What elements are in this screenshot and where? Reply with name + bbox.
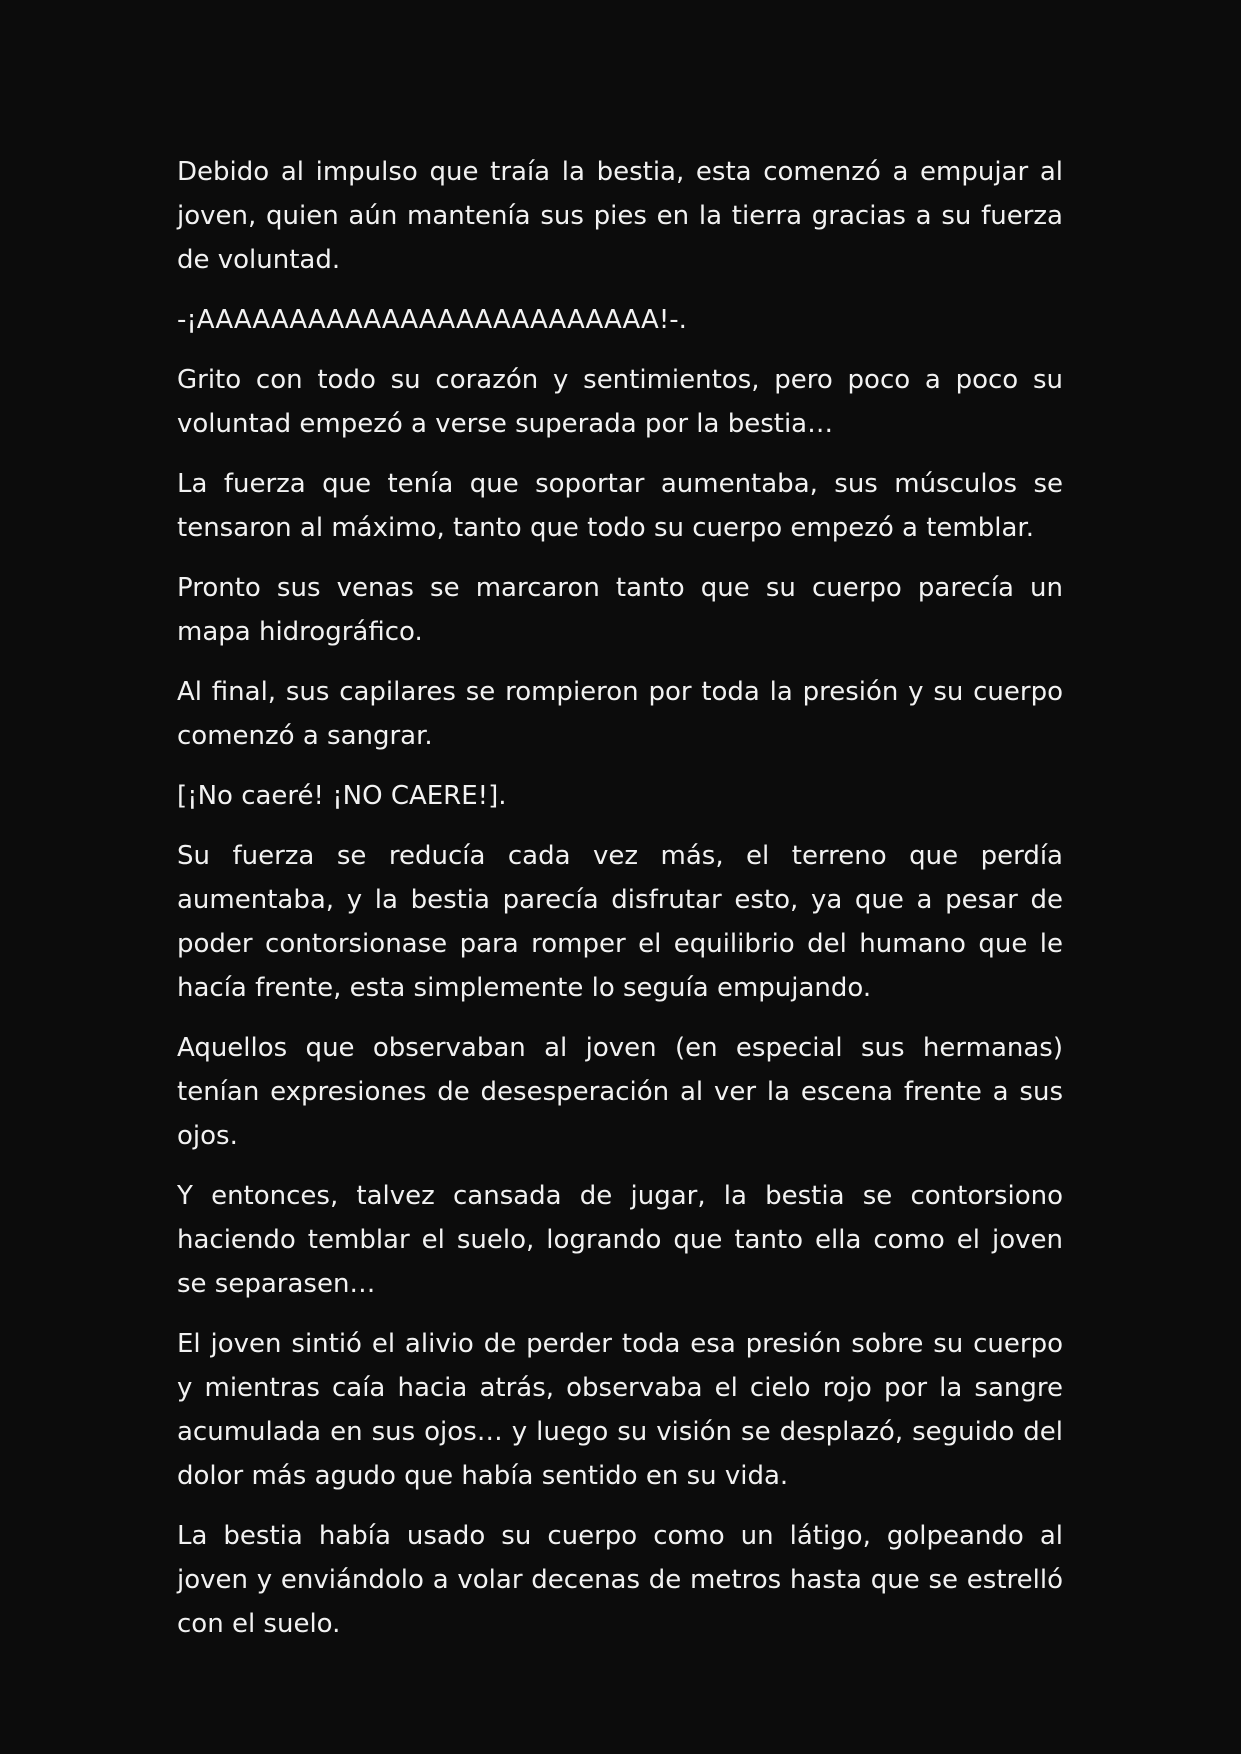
paragraph-12: La bestia había usado su cuerpo como un látigo, golpeando al joven y enviándolo a volar decenas de metros hasta que se estrelló con el suelo.	[177, 1521, 1063, 1639]
paragraph-2: -¡AAAAAAAAAAAAAAAAAAAAAAAAA!-.	[177, 305, 687, 335]
paragraph-7: [¡No caeré! ¡NO CAERE!].	[177, 781, 507, 811]
paragraph-5: Pronto sus venas se marcaron tanto que su cuerpo parecía un mapa hidrográfico.	[177, 573, 1063, 647]
paragraph-8: Su fuerza se reducía cada vez más, el terreno que perdía aumentaba, y la bestia parecía disfrutar esto, ya que a pesar de poder contorsionase para romper el equilibrio del humano que le hacía frente, esta simplemente lo seguía empujando.	[177, 841, 1063, 1003]
paragraph-1: Debido al impulso que traía la bestia, esta comenzó a empujar al joven, quien aún mantenía sus pies en la tierra gracias a su fuerza de voluntad.	[177, 157, 1063, 275]
story-text	[177, 150, 1063, 1662]
paragraph-4: La fuerza que tenía que soportar aumentaba, sus músculos se tensaron al máximo, tanto que todo su cuerpo empezó a temblar.	[177, 469, 1063, 543]
paragraph-6: Al final, sus capilares se rompieron por toda la presión y su cuerpo comenzó a sangrar.	[177, 677, 1063, 751]
paragraph-3: Grito con todo su corazón y sentimientos, pero poco a poco su voluntad empezó a verse superada por la bestia…	[177, 365, 1063, 439]
paragraph-11: El joven sintió el alivio de perder toda esa presión sobre su cuerpo y mientras caía hacia atrás, observaba el cielo rojo por la sangre acumulada en sus ojos… y luego su visión se desplazó, seguido del dolor más agudo que había sentido en su vida.	[177, 1329, 1063, 1491]
paragraph-9: Aquellos que observaban al joven (en especial sus hermanas) tenían expresiones de desesperación al ver la escena frente a sus ojos.	[177, 1033, 1063, 1151]
paragraph-10: Y entonces, talvez cansada de jugar, la bestia se contorsiono haciendo temblar el suelo, logrando que tanto ella como el joven se separasen…	[177, 1181, 1063, 1299]
